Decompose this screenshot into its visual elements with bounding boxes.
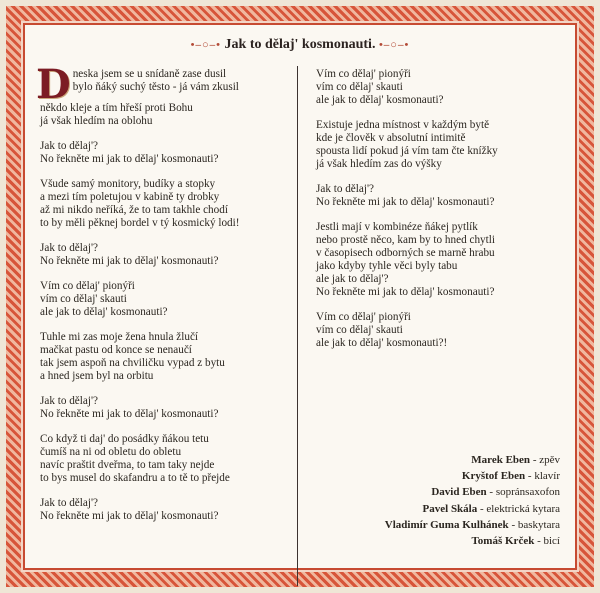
lyric-line: kde je člověk v absolutní intimitě	[316, 132, 466, 144]
instrument: - klavír	[525, 470, 560, 483]
lyric-line: a hned jsem byl na orbitu	[40, 370, 154, 382]
lyric-line: No řekněte mi jak to dělaj' kosmonauti?	[40, 255, 219, 267]
lyric-line: Všude samý monitory, budíky a stopky	[40, 178, 216, 190]
title-text: Jak to dělaj' kosmonauti.	[224, 37, 376, 52]
lyric-line: bylo ňáký suchý těsto - já vám zkusil	[72, 81, 239, 93]
lyric-line: v časopisech odborných se marně hrabu	[316, 247, 495, 259]
stanza	[40, 395, 292, 421]
credits-list	[385, 452, 560, 549]
lyric-line: Jak to dělaj'?	[40, 395, 98, 407]
musician-name: Marek Eben	[471, 454, 531, 466]
credit-row	[385, 484, 560, 500]
instrument: - baskytara	[508, 518, 560, 531]
stanza	[316, 68, 572, 107]
lyric-line: jako kdyby tyhle věci byly tabu	[316, 260, 458, 272]
musician-name: Kryštof Eben	[461, 470, 526, 483]
stanza	[40, 178, 292, 230]
lyric-line: to by měli pěknej bordel v tý kosmický lodi!	[40, 217, 240, 229]
lyric-line: Vím co dělaj' pionýři	[316, 311, 411, 323]
lyric-line: tak jsem aspoň na chviličku vypad z bytu	[40, 357, 225, 369]
lyric-line: Jestli mají v kombinéze ňákej pytlík	[316, 221, 478, 233]
lyric-line: čumíš na ni od obletu do obletu	[40, 446, 182, 458]
stanza	[316, 311, 572, 350]
credit-row	[385, 533, 560, 549]
musician-name: Pavel Skála	[422, 502, 478, 515]
lyric-line: já však hledím zas do výšky	[316, 158, 442, 170]
lyric-line: ale jak to dělaj'?	[316, 273, 389, 285]
lyric-line: Co když ti daj' do posádky ňákou tetu	[40, 433, 209, 445]
lyric-line: ale jak to dělaj' kosmonauti?	[40, 306, 168, 318]
title-ornament-left-icon: •–○–•	[190, 39, 222, 51]
musician-name: David Eben	[431, 486, 487, 499]
lyric-line: a mezi tím poletujou v kabině ty drobky	[40, 191, 220, 203]
lyric-line: vím co dělaj' skauti	[40, 293, 127, 305]
lyric-line: já však hledím na oblohu	[40, 115, 153, 127]
lyric-line: Vím co dělaj' pionýři	[316, 68, 411, 80]
lyric-line: mačkat pastu od konce se nenaučí	[40, 344, 192, 356]
lyric-line: vím co dělaj' skauti	[316, 324, 403, 336]
lyric-line: Vím co dělaj' pionýři	[40, 280, 135, 292]
instrument: - elektrická kytara	[477, 502, 560, 515]
lyric-line: Jak to dělaj'?	[40, 140, 98, 152]
stanza	[40, 242, 292, 268]
lyric-line: navíc praštit dveřma, to tam taky nejde	[40, 459, 215, 471]
right-column	[316, 68, 572, 362]
lyric-line: ale jak to dělaj' kosmonauti?	[316, 94, 444, 106]
stanza	[40, 280, 292, 319]
lyric-line: No řekněte mi jak to dělaj' kosmonauti?	[40, 408, 219, 420]
lyric-line: No řekněte mi jak to dělaj' kosmonauti?	[316, 286, 495, 298]
stanza	[40, 140, 292, 166]
credit-row	[385, 452, 560, 468]
lyric-line: Existuje jedna místnost v každým bytě	[316, 119, 490, 131]
page-title	[0, 37, 600, 53]
lyric-line: někdo kleje a tím hřeší proti Bohu	[40, 102, 193, 114]
lyric-line: ale jak to dělaj' kosmonauti?!	[316, 337, 448, 349]
lyric-line: Tuhle mi zas moje žena hnula žlučí	[40, 331, 199, 343]
stanza	[40, 331, 292, 383]
lyric-line: až mi nikdo neříká, že to tam takhle chodí	[40, 204, 228, 216]
lyric-line: No řekněte mi jak to dělaj' kosmonauti?	[40, 510, 219, 522]
instrument: - sopránsaxofon	[486, 486, 560, 499]
lyric-line: to bys musel do skafandru a to tě to přejde	[40, 472, 230, 484]
lyric-line: Jak to dělaj'?	[40, 497, 98, 509]
lyric-line: neska jsem se u snídaně zase dusil	[72, 68, 227, 80]
stanza	[36, 61, 292, 128]
left-column	[36, 61, 292, 535]
stanza	[316, 119, 572, 171]
instrument: - zpěv	[530, 454, 560, 466]
lyric-line: spousta lidí pokud já vím tam čte knížky	[316, 145, 498, 157]
title-ornament-right-icon: •–○–•	[378, 39, 410, 51]
lyric-line: vím co dělaj' skauti	[316, 81, 403, 93]
lyric-line: No řekněte mi jak to dělaj' kosmonauti?	[40, 153, 219, 165]
lyric-line: No řekněte mi jak to dělaj' kosmonauti?	[316, 196, 495, 208]
stanza	[40, 433, 292, 485]
column-divider	[297, 66, 298, 586]
instrument: - bicí	[534, 535, 560, 548]
lyric-line: Jak to dělaj'?	[40, 242, 98, 254]
musician-name: Tomáš Krček	[471, 535, 535, 548]
stanza	[316, 221, 572, 299]
lyric-line: nebo prostě něco, kam by to hned chytli	[316, 234, 495, 246]
musician-name: Vladimír Guma Kulhánek	[384, 518, 509, 531]
credit-row	[385, 501, 560, 517]
lyric-line: Jak to dělaj'?	[316, 183, 374, 195]
stanza	[316, 183, 572, 209]
credit-row	[385, 468, 560, 484]
dropcap: D	[36, 61, 71, 108]
stanza	[40, 497, 292, 523]
credit-row	[385, 517, 560, 533]
